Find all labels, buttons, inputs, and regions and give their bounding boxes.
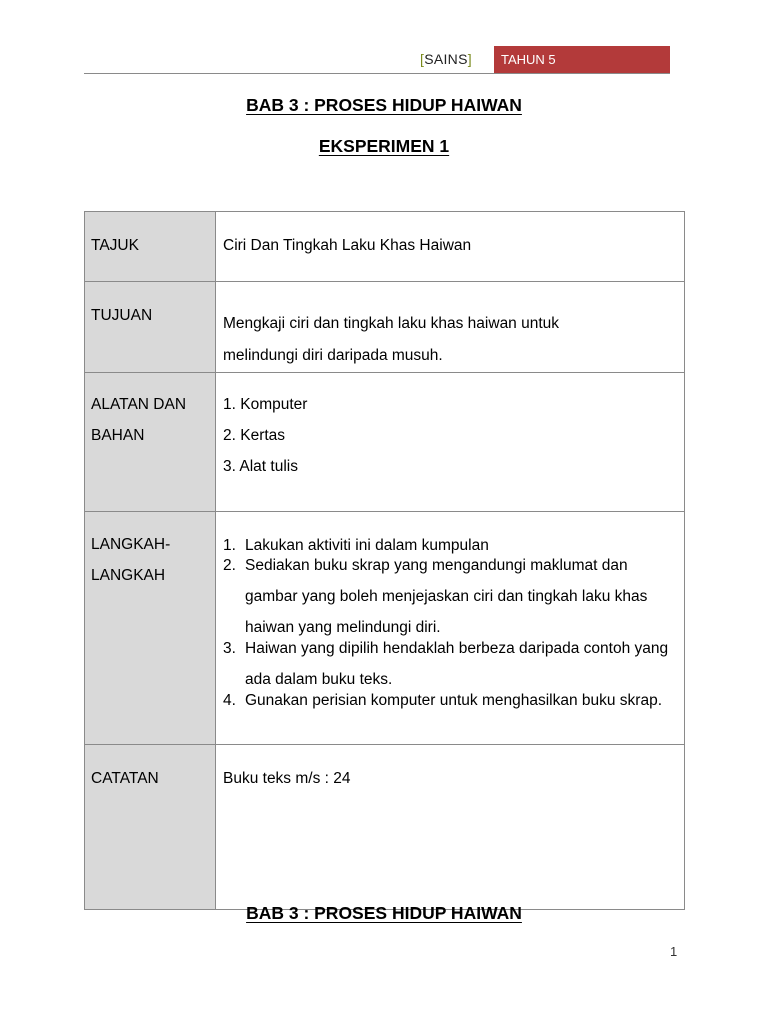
experiment-title: EKSPERIMEN 1 bbox=[318, 136, 450, 156]
alatan-label-line2: BAHAN bbox=[91, 427, 145, 444]
value-cell bbox=[216, 373, 685, 512]
label-cell bbox=[85, 282, 216, 373]
row-catatan bbox=[85, 745, 685, 910]
page-number: 1 bbox=[670, 944, 678, 959]
alatan-label-line1: ALATAN DAN bbox=[91, 396, 187, 413]
label-cell bbox=[85, 512, 216, 745]
step-text: Lakukan aktiviti ini dalam kumpulan bbox=[245, 537, 489, 554]
langkah-label-line2: LANGKAH bbox=[91, 567, 166, 584]
list-item: 1. Komputer bbox=[223, 396, 308, 413]
row-langkah bbox=[85, 512, 685, 745]
row-alatan bbox=[85, 373, 685, 512]
row-tujuan bbox=[85, 282, 685, 373]
value-cell bbox=[216, 282, 685, 373]
chapter-title: BAB 3 : PROSES HIDUP HAIWAN bbox=[246, 95, 522, 115]
value-cell bbox=[216, 745, 685, 910]
catatan-label: CATATAN bbox=[91, 770, 159, 787]
list-item bbox=[223, 550, 678, 643]
row-tajuk bbox=[85, 212, 685, 282]
bracket-close: ] bbox=[467, 51, 472, 67]
chapter-title-bottom: BAB 3 : PROSES HIDUP HAIWAN bbox=[246, 903, 522, 923]
subject-text: SAINS bbox=[424, 51, 468, 67]
label-cell bbox=[85, 212, 216, 282]
grade-badge: TAHUN 5 bbox=[494, 46, 670, 73]
step-number: 1. bbox=[223, 537, 236, 554]
step-text: Sediakan buku skrap yang mengandungi maklumat dan gambar yang boleh menjejaskan ciri dan tingkah laku khas haiwan yang melindungi diri. bbox=[245, 557, 648, 636]
tajuk-value: Ciri Dan Tingkah Laku Khas Haiwan bbox=[223, 237, 472, 254]
list-item: 3. Alat tulis bbox=[223, 458, 298, 475]
tajuk-label: TAJUK bbox=[91, 237, 139, 254]
list-item bbox=[223, 685, 678, 716]
header-rule bbox=[84, 73, 670, 74]
label-cell bbox=[85, 745, 216, 910]
langkah-label-line1: LANGKAH- bbox=[91, 536, 171, 553]
alatan-list bbox=[223, 373, 684, 482]
step-number: 4. bbox=[223, 692, 236, 709]
list-item: 2. Kertas bbox=[223, 427, 286, 444]
steps-list bbox=[223, 512, 684, 716]
experiment-table bbox=[84, 211, 685, 910]
tujuan-label: TUJUAN bbox=[91, 307, 153, 324]
label-cell bbox=[85, 373, 216, 512]
step-text: Gunakan perisian komputer untuk menghasilkan buku skrap. bbox=[245, 692, 663, 709]
step-number: 3. bbox=[223, 640, 236, 657]
step-number: 2. bbox=[223, 557, 236, 574]
bracket-open: [ bbox=[420, 51, 425, 67]
subject-label bbox=[420, 51, 472, 67]
step-text: Haiwan yang dipilih hendaklah berbeza daripada contoh yang ada dalam buku teks. bbox=[245, 640, 669, 688]
value-cell bbox=[216, 212, 685, 282]
tujuan-value: Mengkaji ciri dan tingkah laku khas haiwan untuk melindungi diri daripada musuh. bbox=[223, 315, 560, 364]
value-cell bbox=[216, 512, 685, 745]
catatan-value: Buku teks m/s : 24 bbox=[223, 770, 351, 787]
